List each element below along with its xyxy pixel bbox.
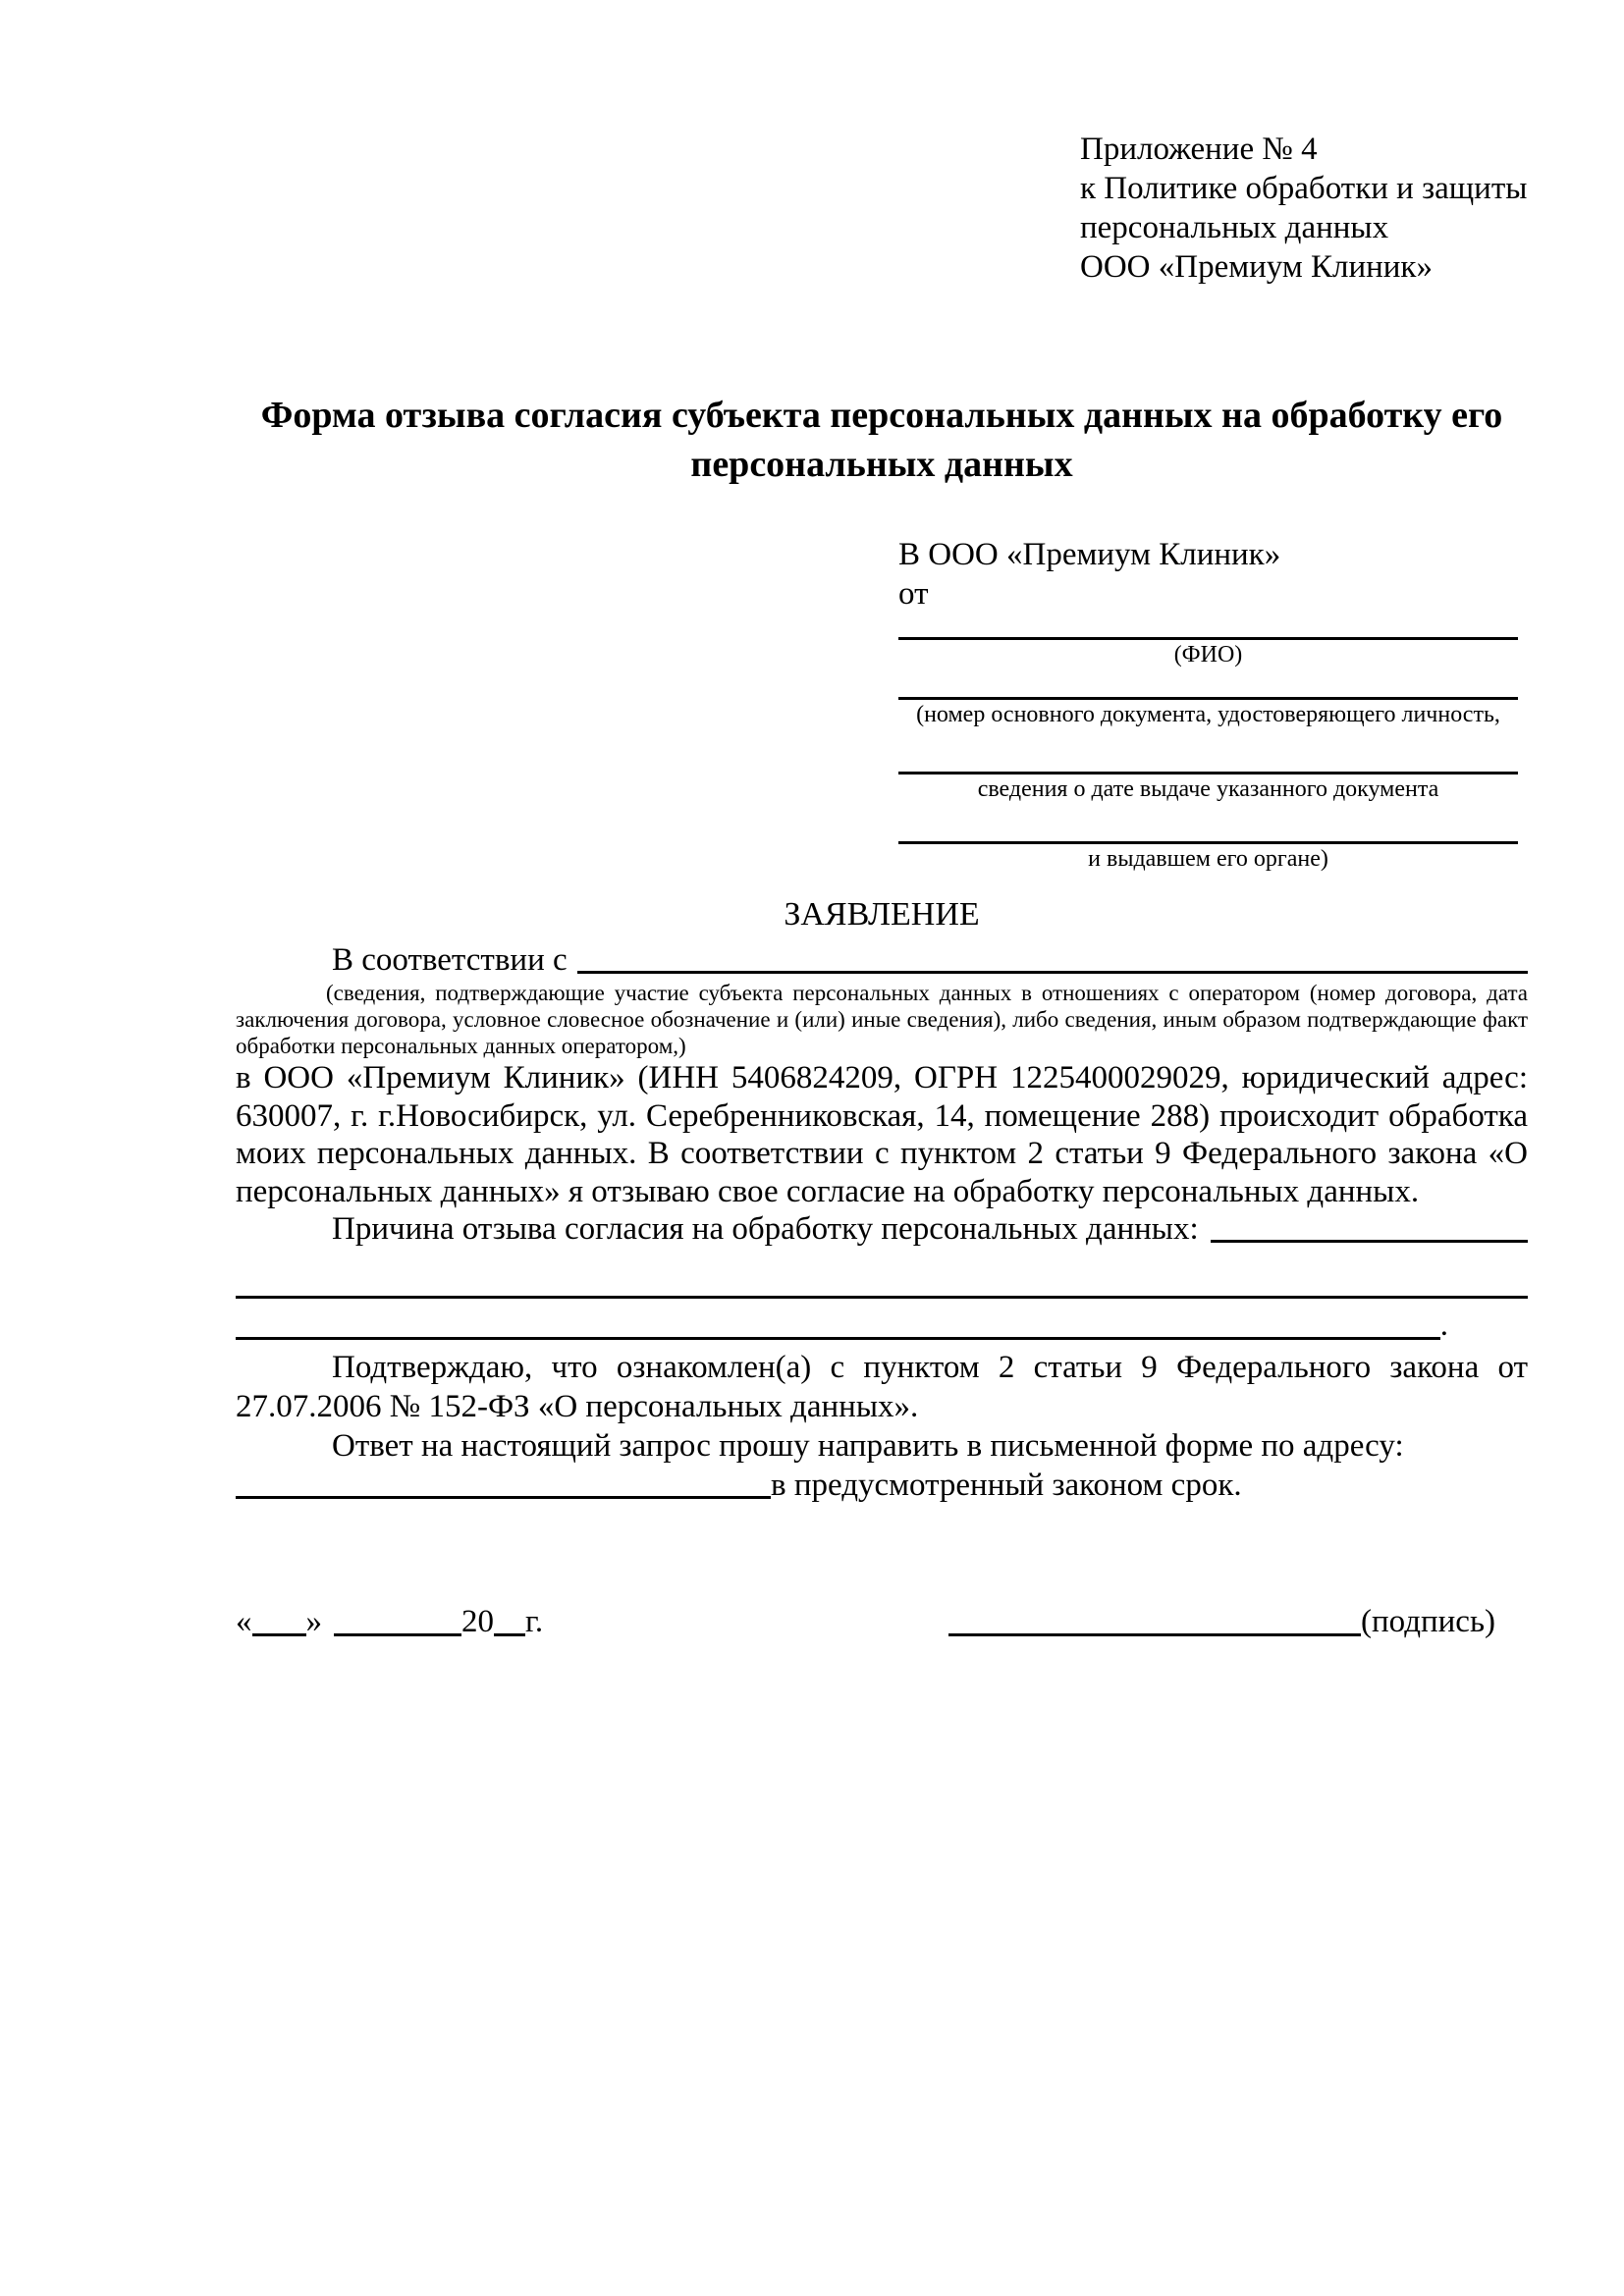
date-day-blank [252, 1633, 306, 1636]
response-tail-text: в предусмотренный законом срок. [771, 1467, 1242, 1503]
recipient-block [898, 535, 1518, 874]
issuing-authority-field [898, 804, 1518, 874]
issue-date-caption: сведения о дате выдаче указанного документа [977, 776, 1439, 802]
main-body [236, 940, 1528, 1505]
accordance-blank-line [577, 971, 1528, 974]
date-year-blank [494, 1633, 525, 1636]
date-year-prefix: 20 [461, 1604, 494, 1639]
document-title: Форма отзыва согласия субъекта персональных данных на обработку его персональных данных [260, 395, 1503, 485]
recipient-from-label: от [898, 576, 929, 612]
signature-blank-line [948, 1633, 1361, 1636]
appendix-line: Приложение № 4 [1080, 132, 1318, 167]
confirm-paragraph: Подтверждаю, что ознакомлен(а) с пунктом 2 статьи 9 Федерального закона от 27.07.2006 № 152-ФЗ «О персональных данных». [236, 1349, 1528, 1424]
blank-line [236, 1337, 1440, 1340]
reason-blank-line [1211, 1240, 1528, 1243]
appendix-block [1080, 130, 1532, 287]
response-tail-row [236, 1466, 1528, 1505]
date-group [236, 1602, 543, 1641]
recipient-to: В ООО «Премиум Клиник» [898, 537, 1281, 572]
paragraph-indent [236, 940, 332, 980]
document-number-field [898, 669, 1518, 729]
reason-label: Причина отзыва согласия на обработку персональных данных: [332, 1211, 1199, 1247]
signature-caption: (подпись) [1361, 1604, 1495, 1639]
document-number-blank-line [898, 669, 1518, 700]
reason-blank-line-2 [236, 1249, 1528, 1299]
reason-row [236, 1210, 1528, 1249]
issue-date-blank-line [898, 729, 1518, 774]
accordance-label: В соответствии с [332, 942, 568, 978]
appendix-line: к Политике обработки и защиты [1080, 171, 1528, 206]
issuing-authority-blank-line [898, 804, 1518, 844]
fio-blank-line [898, 614, 1518, 640]
date-close-quote: » [305, 1604, 322, 1639]
fio-caption: (ФИО) [1173, 642, 1243, 667]
date-year-suffix: г. [525, 1604, 544, 1639]
address-blank-line [236, 1496, 771, 1499]
issue-date-field [898, 729, 1518, 804]
appendix-line: персональных данных [1080, 210, 1389, 245]
appendix-line: ООО «Премиум Клиник» [1080, 249, 1433, 285]
accordance-row [236, 940, 1528, 980]
date-month-blank [334, 1633, 461, 1636]
signature-group [948, 1602, 1495, 1641]
footer-row [236, 1602, 1528, 1641]
statement-heading: ЗАЯВЛЕНИЕ [784, 896, 980, 933]
period-after-blank: . [1439, 1307, 1448, 1343]
issuing-authority-caption: и выдавшем его органе) [1088, 846, 1328, 872]
reason-blank-line-3 [236, 1299, 1448, 1343]
main-paragraph: в ООО «Премиум Клиник» (ИНН 5406824209, ОГРН 1225400029029, юридический адрес: 630007, г. г.Новосибирск, ул. Серебренниковская, 14, помещение 288) происходит обработка моих персональных данных. В соответствии с пунктом 2 статьи 9 Федерального закона «О персональных данных» я отзываю свое согласие на обработку персональных данных. [236, 1060, 1528, 1209]
note-text: (сведения, подтверждающие участие субъекта персональных данных в отношениях с оператором (номер договора, дата заключения договора, условное словесное обозначение и (или) иные сведения), либо сведения, иным образом подтверждающие факт обработки персональных данных оператором,) [236, 981, 1528, 1058]
fio-field [898, 614, 1518, 669]
response-paragraph: Ответ на настоящий запрос прошу направить в письменной форме по адресу: [332, 1427, 1404, 1464]
document-number-caption: (номер основного документа, удостоверяющего личность, [916, 702, 1500, 727]
paragraph-indent [236, 1210, 332, 1249]
date-open-quote: « [236, 1604, 252, 1639]
